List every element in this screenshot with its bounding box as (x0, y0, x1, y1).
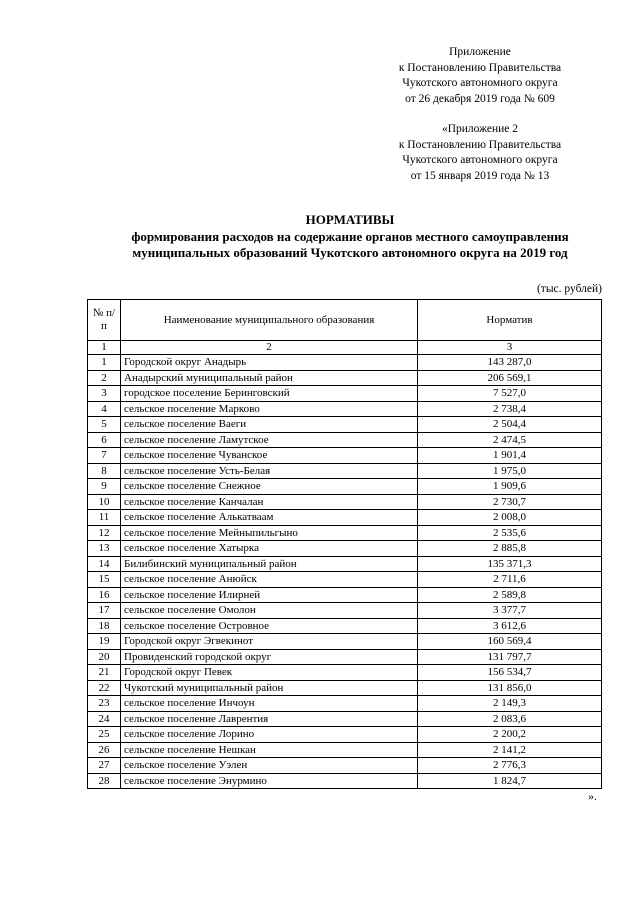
norm-value: 2 589,8 (418, 587, 602, 603)
municipality-name: Городской округ Певек (121, 665, 418, 681)
norm-value: 2 885,8 (418, 541, 602, 557)
table-row (88, 742, 602, 758)
column-number: 2 (121, 341, 418, 355)
norm-value: 2 149,3 (418, 696, 602, 712)
municipality-name: городское поселение Беринговский (121, 386, 418, 402)
municipality-name: Билибинский муниципальный район (121, 556, 418, 572)
norm-value: 206 569,1 (418, 370, 602, 386)
table-row (88, 634, 602, 650)
annex2-line: к Постановлению Правительства (398, 138, 562, 151)
norm-value: 7 527,0 (418, 386, 602, 402)
table-row (88, 355, 602, 371)
norm-value: 1 901,4 (418, 448, 602, 464)
municipality-name: сельское поселение Канчалан (121, 494, 418, 510)
row-number: 26 (88, 742, 121, 758)
municipality-name: Городской округ Анадырь (121, 355, 418, 371)
table-row (88, 711, 602, 727)
municipality-name: сельское поселение Инчоун (121, 696, 418, 712)
table-row (88, 463, 602, 479)
table-row (88, 370, 602, 386)
column-numbers-row (88, 341, 602, 355)
table-row (88, 541, 602, 557)
row-number: 1 (88, 355, 121, 371)
municipality-name: сельское поселение Алькатваам (121, 510, 418, 526)
row-number: 18 (88, 618, 121, 634)
municipality-name: Провиденский городской округ (121, 649, 418, 665)
municipality-name: сельское поселение Снежное (121, 479, 418, 495)
municipality-name: сельское поселение Лорино (121, 727, 418, 743)
row-number: 27 (88, 758, 121, 774)
row-number: 21 (88, 665, 121, 681)
municipality-name: сельское поселение Анюйск (121, 572, 418, 588)
norm-value: 1 824,7 (418, 773, 602, 789)
row-number: 24 (88, 711, 121, 727)
table-row (88, 696, 602, 712)
table-row (88, 773, 602, 789)
norm-value: 3 612,6 (418, 618, 602, 634)
closing-quote-mark: ». (588, 789, 597, 803)
header-num: № п/п (88, 300, 121, 341)
norm-value: 143 287,0 (418, 355, 602, 371)
row-number: 14 (88, 556, 121, 572)
norm-value: 1 909,6 (418, 479, 602, 495)
row-number: 3 (88, 386, 121, 402)
column-number: 3 (418, 341, 602, 355)
municipality-name: сельское поселение Лаврентия (121, 711, 418, 727)
table-row (88, 401, 602, 417)
norm-value: 135 371,3 (418, 556, 602, 572)
row-number: 15 (88, 572, 121, 588)
municipality-name: сельское поселение Уэлен (121, 758, 418, 774)
row-number: 4 (88, 401, 121, 417)
table-row (88, 572, 602, 588)
municipality-name: Чукотский муниципальный район (121, 680, 418, 696)
row-number: 5 (88, 417, 121, 433)
municipality-name: сельское поселение Хатырка (121, 541, 418, 557)
norm-value: 2 504,4 (418, 417, 602, 433)
norm-value: 2 535,6 (418, 525, 602, 541)
header-value: Норматив (418, 300, 602, 341)
annex-line: Приложение (449, 46, 511, 58)
document-title (60, 212, 640, 262)
row-number: 20 (88, 649, 121, 665)
row-number: 22 (88, 680, 121, 696)
municipality-name: сельское поселение Энурмино (121, 773, 418, 789)
municipality-name: сельское поселение Омолон (121, 603, 418, 619)
municipality-name: сельское поселение Ламутское (121, 432, 418, 448)
norms-table (87, 299, 602, 789)
row-number: 9 (88, 479, 121, 495)
norm-value: 2 711,6 (418, 572, 602, 588)
row-number: 2 (88, 370, 121, 386)
table-row (88, 432, 602, 448)
municipality-name: сельское поселение Ваеги (121, 417, 418, 433)
table-row (88, 665, 602, 681)
title-heading: НОРМАТИВЫ (305, 212, 395, 227)
row-number: 16 (88, 587, 121, 603)
norm-value: 131 797,7 (418, 649, 602, 665)
column-number: 1 (88, 341, 121, 355)
table-row (88, 448, 602, 464)
title-line-2: муниципальных образований Чукотского автономного округа на 2019 год (132, 245, 568, 260)
row-number: 23 (88, 696, 121, 712)
municipality-name: сельское поселение Усть-Белая (121, 463, 418, 479)
municipality-name: сельское поселение Островное (121, 618, 418, 634)
row-number: 11 (88, 510, 121, 526)
header-name: Наименование муниципального образования (121, 300, 418, 341)
table-row (88, 680, 602, 696)
annex-line: Чукотского автономного округа (402, 77, 558, 89)
row-number: 25 (88, 727, 121, 743)
row-number: 6 (88, 432, 121, 448)
table-row (88, 525, 602, 541)
table-row (88, 510, 602, 526)
table-row (88, 587, 602, 603)
units-note: (тыс. рублей) (536, 283, 602, 295)
norm-value: 2 200,2 (418, 727, 602, 743)
annex-line: от 26 декабря 2019 года № 609 (405, 92, 555, 105)
norm-value: 2 738,4 (418, 401, 602, 417)
annex-line: к Постановлению Правительства (398, 61, 562, 74)
norm-value: 2 141,2 (418, 742, 602, 758)
norm-value: 2 008,0 (418, 510, 602, 526)
norm-value: 156 534,7 (418, 665, 602, 681)
row-number: 28 (88, 773, 121, 789)
row-number: 17 (88, 603, 121, 619)
table-row (88, 758, 602, 774)
municipality-name: Городской округ Эгвекинот (121, 634, 418, 650)
table-row (88, 417, 602, 433)
municipality-name: сельское поселение Нешкан (121, 742, 418, 758)
annex2-line: Чукотского автономного округа (402, 154, 558, 166)
table-row (88, 727, 602, 743)
norm-value: 131 856,0 (418, 680, 602, 696)
row-number: 12 (88, 525, 121, 541)
table-row (88, 386, 602, 402)
annex2-line: «Приложение 2 (441, 123, 519, 135)
annex-reference-block (350, 45, 610, 107)
row-number: 19 (88, 634, 121, 650)
norm-value: 3 377,7 (418, 603, 602, 619)
norm-value: 2 776,3 (418, 758, 602, 774)
norm-value: 2 083,6 (418, 711, 602, 727)
table-row (88, 479, 602, 495)
row-number: 13 (88, 541, 121, 557)
annex2-line: от 15 января 2019 года № 13 (410, 169, 550, 182)
title-line-1: формирования расходов на содержание органов местного самоуправления (131, 228, 569, 244)
table-header-row (88, 300, 602, 341)
norm-value: 2 474,5 (418, 432, 602, 448)
row-number: 7 (88, 448, 121, 464)
row-number: 8 (88, 463, 121, 479)
norm-value: 160 569,4 (418, 634, 602, 650)
municipality-name: сельское поселение Марково (121, 401, 418, 417)
table-row (88, 556, 602, 572)
municipality-name: сельское поселение Илирней (121, 587, 418, 603)
row-number: 10 (88, 494, 121, 510)
table-row (88, 649, 602, 665)
municipality-name: Анадырский муниципальный район (121, 370, 418, 386)
table-row (88, 618, 602, 634)
table-body (88, 355, 602, 789)
municipality-name: сельское поселение Чуванское (121, 448, 418, 464)
municipality-name: сельское поселение Мейныпильгыно (121, 525, 418, 541)
norm-value: 1 975,0 (418, 463, 602, 479)
table-row (88, 603, 602, 619)
annex2-reference-block (350, 122, 610, 184)
norm-value: 2 730,7 (418, 494, 602, 510)
table-row (88, 494, 602, 510)
